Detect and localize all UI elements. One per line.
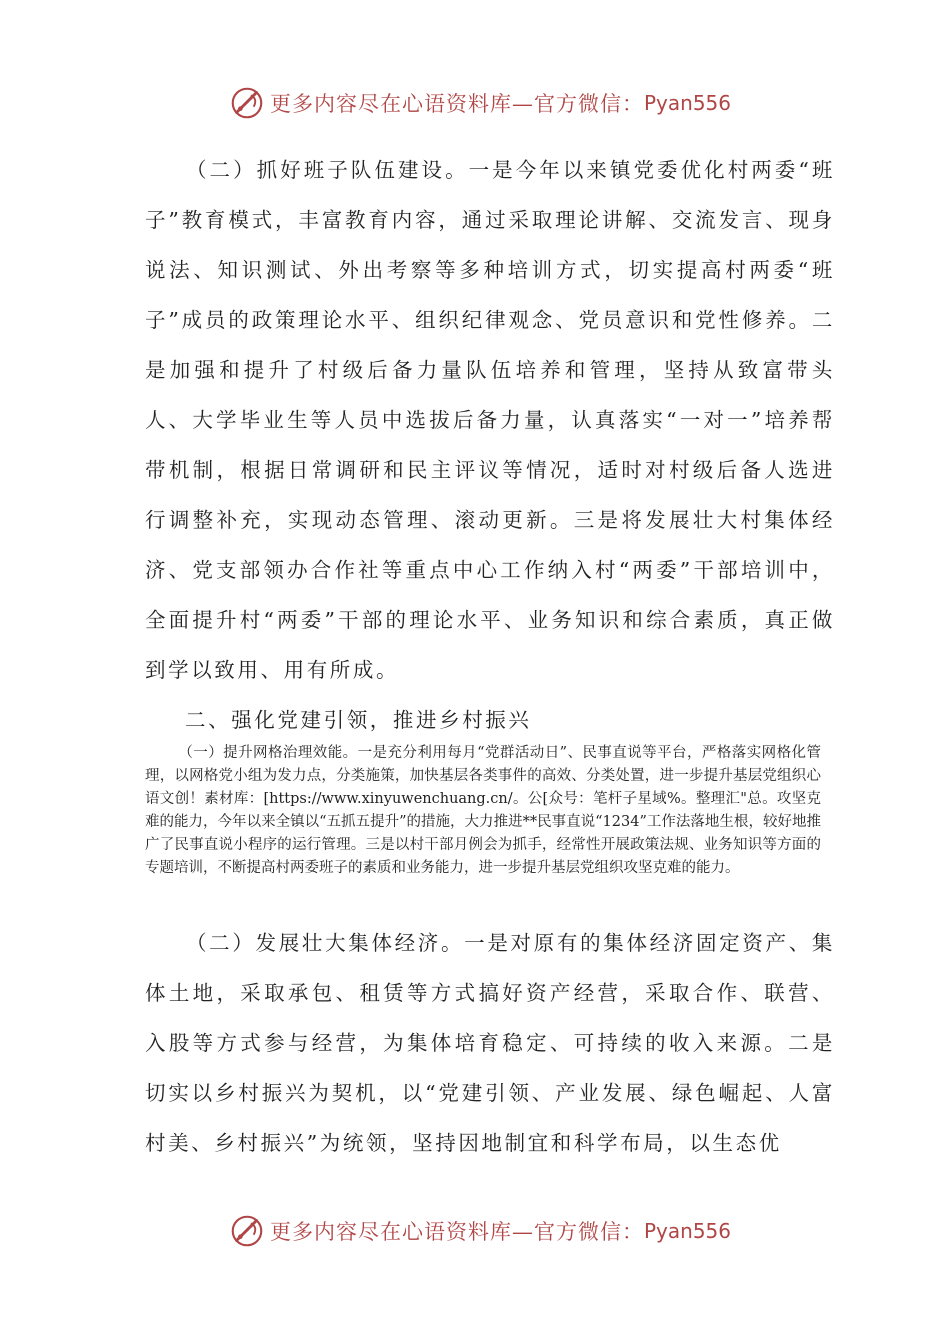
paragraph-team-building: （二）抓好班子队伍建设。一是今年以来镇党委优化村两委“班子”教育模式，丰富教育内容，通过采取理论讲解、交流发言、现身说法、知识测试、外出考察等多种培训方式，切实提高村两委“班子”成员的政策理论水平、组织纪律观念、党员意识和党性修养。二是加强和提升了村级后备力量队伍培养和管理，坚持从致富带头人、大学毕业生等人员中选拔后备力量，认真落实“一对一”培养帮带机制，根据日常调研和民主评议等情况，适时对村级后备人选进行调整补充，实现动态管理、滚动更新。三是将发展壮大村集体经济、党支部领办合作社等重点中心工作纳入村“两委”干部培训中，全面提升村“两委”干部的理论水平、业务知识和综合素质，真正做到学以致用、用有所成。 (145, 158, 835, 682)
section-heading: 二、强化党建引领，推进乡村振兴 (185, 708, 532, 732)
pen-logo-icon (228, 1212, 266, 1250)
paragraph-collective-economy: （二）发展壮大集体经济。一是对原有的集体经济固定资产、集体土地，采取承包、租赁等方式搞好资产经营，采取合作、联营、入股等方式参与经营，为集体培育稳定、可持续的收入来源。二是切实以乡村振兴为契机，以“党建引领、产业发展、绿色崛起、人富村美、乡村振兴”为统领，坚持因地制宜和科学布局，以生态优 (145, 931, 835, 1155)
footer-banner (228, 1211, 731, 1251)
wechat-id: Pyan556 (644, 91, 732, 115)
header-banner (228, 83, 731, 123)
paragraph-grid-governance: （一）提升网格治理效能。一是充分利用每月“党群活动日”、民事直说等平台，严格落实网格化管理，以网格党小组为发力点，分类施策，加快基层各类事件的高效、分类处置，进一步提升基层党组织心语文创！素材库：[https://www.xinyuwenchuang.cn/。公[众号：笔杆子星域%。整理汇"总。攻坚克难的能力，今年以来全镇以“五抓五提升”的措施，大力推进**民事直说“1234”工作法落地生根，较好地推广了民事直说小程序的运行管理。三是以村干部月例会为抓手，经常性开展政策法规、业务知识等方面的专题培训，不断提高村两委班子的素质和业务能力，进一步提升基层党组织攻坚克难的能力。 (145, 745, 821, 876)
pen-logo-icon (228, 84, 266, 122)
banner-text: 更多内容尽在心语资料库—官方微信： (270, 92, 644, 116)
wechat-id: Pyan556 (644, 1219, 732, 1243)
banner-text: 更多内容尽在心语资料库—官方微信： (270, 1220, 644, 1244)
